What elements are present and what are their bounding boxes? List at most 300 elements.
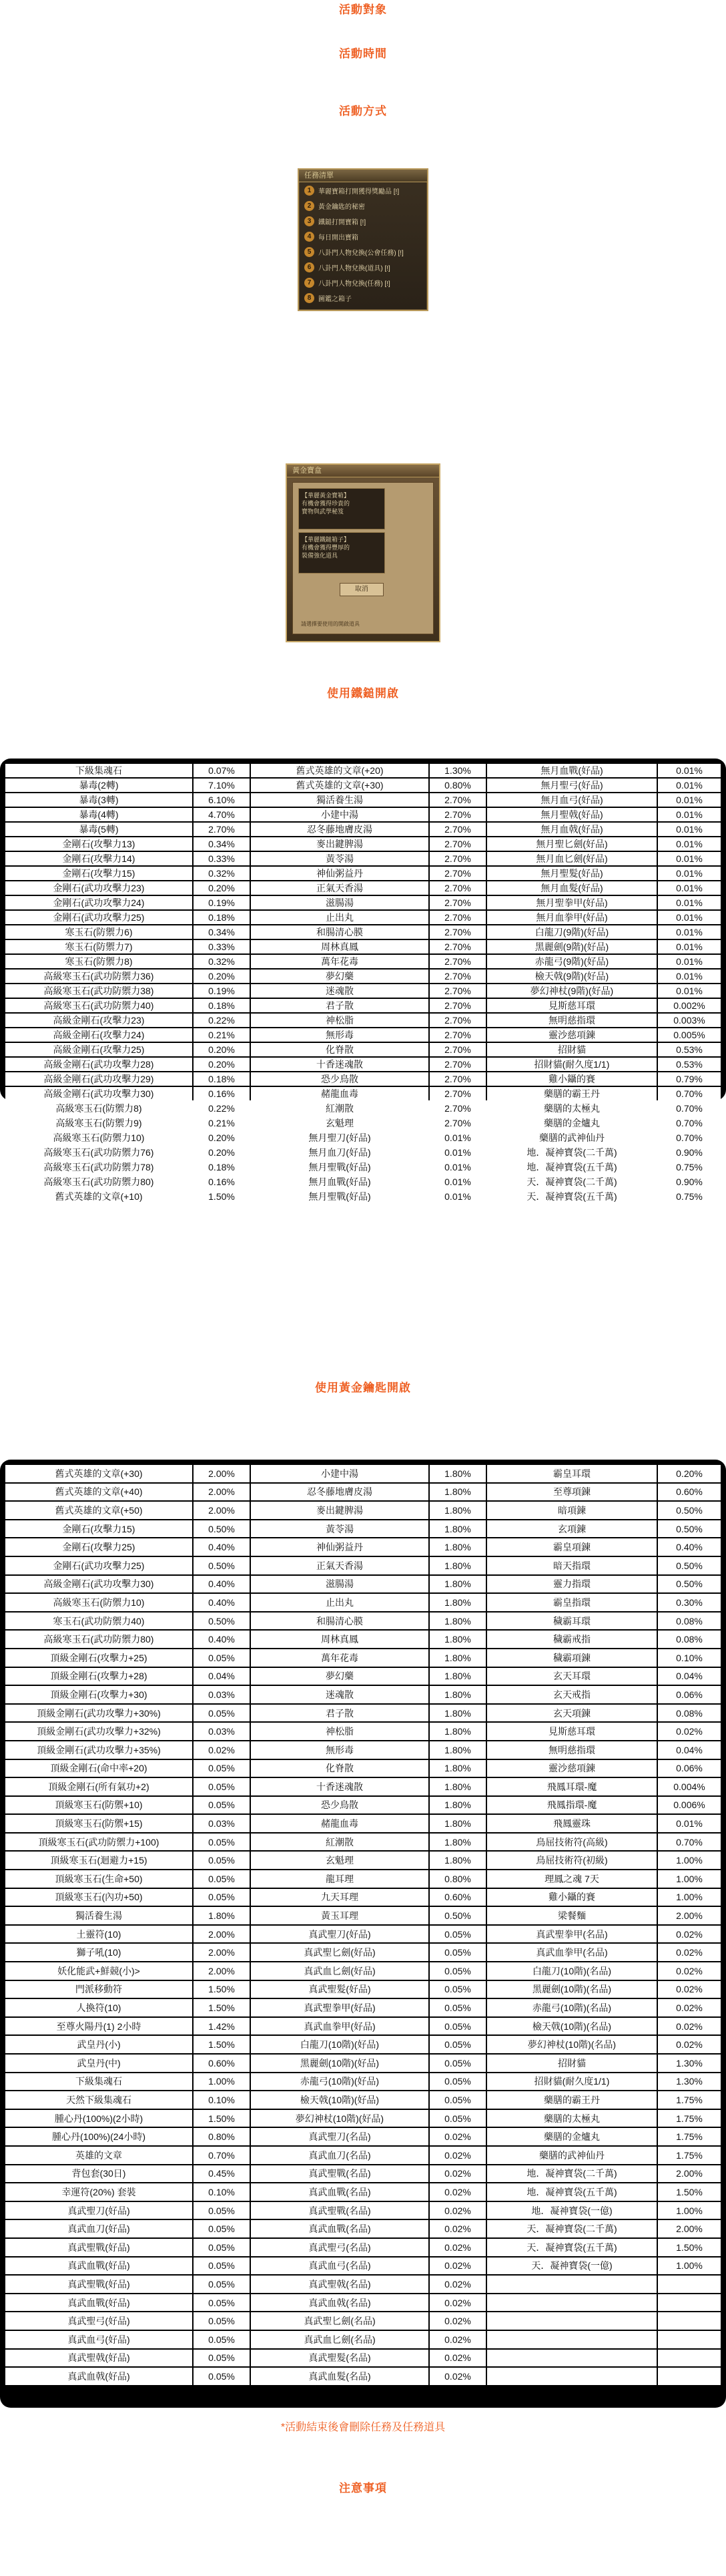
cancel-button[interactable]: 取消: [340, 583, 384, 596]
item-name-cell: 麥出鍵脾湯: [251, 1502, 428, 1519]
table-row: [5, 1014, 721, 1027]
item-name-cell: 藥膳的太極丸: [487, 1102, 657, 1115]
drop-rate-cell: 0.70%: [658, 1087, 721, 1100]
table-row: [5, 1686, 721, 1703]
drop-rate-cell: 0.02%: [430, 2294, 486, 2312]
drop-rate-cell: 0.02%: [658, 1926, 721, 1943]
item-name-cell: 妖化能武+鮮競(小)>: [5, 1962, 192, 1980]
drop-rate-cell: 0.05%: [430, 1962, 486, 1980]
item-name-cell: 霸皇項鍊: [487, 1538, 657, 1556]
table-row: [5, 2091, 721, 2109]
drop-rate-cell: 0.40%: [194, 1631, 250, 1648]
item-name-cell: 暗天指環: [487, 1557, 657, 1574]
drop-rate-cell: 0.40%: [194, 1538, 250, 1556]
table-row: [5, 779, 721, 792]
table-row: [5, 1116, 721, 1130]
drop-rate-cell: 1.80%: [430, 1741, 486, 1759]
item-name-cell: 高級寒玉石(武功防禦力76): [5, 1146, 192, 1159]
quest-item-label: 鐵鎚打開寶箱 [!]: [318, 219, 366, 226]
item-name-cell: 下級集魂石: [5, 764, 192, 777]
drop-rate-cell: [658, 2350, 721, 2367]
table-row: [5, 2312, 721, 2330]
drop-rate-cell: 0.01%: [658, 852, 721, 865]
heading-target: 活動對象: [339, 3, 387, 16]
drop-rate-cell: 0.05%: [194, 2312, 250, 2330]
drop-rate-cell: 0.02%: [194, 1741, 250, 1759]
footnote: *活動結束後會刪除任務及任務道具: [280, 2422, 446, 2433]
item-name-cell: 飛鳳耳環-魔: [487, 1778, 657, 1795]
drop-rate-cell: 0.02%: [658, 2036, 721, 2053]
item-name-cell: 頂級金剛石(武功攻擊力+35%): [5, 1741, 192, 1759]
quest-item[interactable]: [304, 276, 422, 290]
table-row: [5, 1465, 721, 1482]
item-name-cell: 靈沙慈項鍊: [487, 1760, 657, 1777]
item-name-cell: 英雄的文章: [5, 2147, 192, 2164]
item-name-cell: 滋腸湯: [251, 1576, 428, 1593]
item-name-cell: 真武聖髮(名品): [251, 2350, 428, 2367]
drop-rate-cell: 0.01%: [430, 1190, 486, 1203]
item-name-cell: 武皇丹(小): [5, 2036, 192, 2053]
item-name-cell: 舊式英雄的文章(+40): [5, 1484, 192, 1501]
item-name-cell: 金剛石(武功攻擊力24): [5, 896, 192, 909]
table-row: [5, 1131, 721, 1144]
drop-rate-cell: 1.00%: [658, 2202, 721, 2219]
item-name-cell: 頂級寒玉石(生命+50): [5, 1870, 192, 1888]
item-name-cell: 高級寒玉石(防禦力10): [5, 1131, 192, 1144]
dialog-title: 黃金寶盒: [287, 465, 439, 477]
item-name-cell: 地．凝神寶袋(二千萬): [487, 1146, 657, 1159]
drop-rate-cell: 2.00%: [194, 1962, 250, 1980]
item-name-cell: 黑麗劍(10階)(名品): [487, 1981, 657, 1998]
drop-rate-cell: 0.20%: [194, 881, 250, 895]
drop-rate-cell: 2.00%: [194, 1926, 250, 1943]
item-name-cell: [487, 2331, 657, 2348]
item-name-cell: 迷魂散: [251, 984, 428, 998]
drop-rate-cell: 0.05%: [194, 2220, 250, 2237]
item-name-cell: 見斯慈耳環: [487, 999, 657, 1012]
drop-rate-cell: 1.80%: [430, 1815, 486, 1832]
item-name-cell: 小建中湯: [251, 1465, 428, 1482]
drop-rate-cell: 1.80%: [430, 1576, 486, 1593]
drop-rate-cell: 0.18%: [194, 999, 250, 1012]
drop-rate-cell: 0.05%: [194, 2331, 250, 2348]
drop-rate-cell: 0.005%: [658, 1028, 721, 1042]
item-name-cell: 靈沙慈項鍊: [487, 1028, 657, 1042]
table-row: [5, 1999, 721, 2016]
item-name-cell: 和腸清心膜: [251, 1613, 428, 1630]
item-name-cell: 玄天項鍊: [487, 1705, 657, 1722]
drop-rate-cell: 0.02%: [658, 1999, 721, 2016]
item-name-cell: 霸皇指環: [487, 1594, 657, 1611]
drop-rate-cell: 1.00%: [658, 1870, 721, 1888]
table-row: [5, 1852, 721, 1869]
drop-rate-cell: 1.75%: [658, 2091, 721, 2109]
drop-rate-cell: 0.05%: [430, 1999, 486, 2016]
item-name-cell: 天．凝神寶袋(五千萬): [487, 2239, 657, 2256]
item-name-cell: [487, 2276, 657, 2293]
item-name-cell: 頂級寒玉石(防禦+15): [5, 1815, 192, 1832]
drop-rate-cell: 0.05%: [194, 1870, 250, 1888]
drop-rate-cell: 1.80%: [430, 1649, 486, 1667]
item-name-cell: 地．凝神寶袋(五千萬): [487, 2183, 657, 2201]
item-name-cell: 夢幻藥: [251, 970, 428, 983]
drop-rate-cell: 1.75%: [658, 2110, 721, 2127]
item-name-cell: 背包套(30日): [5, 2165, 192, 2183]
item-name-cell: 地．凝神寶袋(一億): [487, 2202, 657, 2219]
quest-item[interactable]: [304, 245, 422, 259]
item-name-cell: 高級金剛石(武功攻擊力29): [5, 1072, 192, 1086]
drop-rate-cell: 2.70%: [430, 955, 486, 968]
item-name-cell: 無月聖戰(好品): [251, 1190, 428, 1203]
drop-rate-cell: 0.60%: [658, 1484, 721, 1501]
table-row: [5, 2165, 721, 2183]
item-name-cell: 和腸清心膜: [251, 925, 428, 939]
item-name-cell: 招財貓(耐久度1/1): [487, 1058, 657, 1071]
item-name-cell: 藥膳的太極丸: [487, 2110, 657, 2127]
quest-item[interactable]: [304, 230, 422, 244]
drop-rate-cell: 0.01%: [430, 1160, 486, 1174]
item-name-cell: 滋腸湯: [251, 896, 428, 909]
item-name-cell: 萬年花毒: [251, 1649, 428, 1667]
drop-rate-cell: 0.02%: [658, 2018, 721, 2035]
item-name-cell: 無月血髮(好品): [487, 881, 657, 895]
item-name-cell: 無形毒: [251, 1741, 428, 1759]
item-name-cell: 真武聖戰(名品): [251, 2202, 428, 2219]
drop-rate-cell: 0.04%: [658, 1741, 721, 1759]
item-name-cell: 寒玉石(武功防禦力40): [5, 1613, 192, 1630]
drop-rate-cell: 0.05%: [194, 1705, 250, 1722]
drop-rate-cell: 0.01%: [658, 837, 721, 851]
quest-item[interactable]: [304, 184, 422, 198]
drop-rate-cell: 2.70%: [430, 1014, 486, 1027]
item-name-cell: 鳥屈技術符(初級): [487, 1852, 657, 1869]
table-row: [5, 793, 721, 807]
drop-rate-cell: 0.002%: [658, 999, 721, 1012]
table-row: [5, 823, 721, 836]
drop-rate-cell: 2.70%: [430, 808, 486, 821]
drop-rate-cell: 0.80%: [430, 779, 486, 792]
item-name-cell: 無月聖刀(好品): [251, 1131, 428, 1144]
dialog-option-gold[interactable]: [298, 488, 385, 529]
table-row: [5, 1146, 721, 1159]
drop-rate-cell: 0.05%: [194, 1852, 250, 1869]
item-name-cell: 暴毒(5轉): [5, 823, 192, 836]
quest-badge-icon: 3: [304, 216, 314, 226]
item-name-cell: 天．凝神寶袋(二千萬): [487, 1175, 657, 1189]
drop-rate-cell: 0.20%: [194, 1043, 250, 1056]
drop-rate-cell: 1.30%: [658, 2055, 721, 2072]
item-name-cell: 黃苓湯: [251, 1520, 428, 1538]
drop-rate-cell: 0.01%: [658, 970, 721, 983]
item-name-cell: 金剛石(攻擊力13): [5, 837, 192, 851]
item-name-cell: 金剛石(攻擊力25): [5, 1538, 192, 1556]
drop-rate-cell: 1.42%: [194, 2018, 250, 2035]
table-row: [5, 1705, 721, 1722]
item-name-cell: 萬年花毒: [251, 955, 428, 968]
item-name-cell: 麥出鍵脾湯: [251, 837, 428, 851]
drop-rate-cell: 0.34%: [194, 925, 250, 939]
quest-item-label: 八卦門人物兌換(公會任務) [!]: [318, 250, 404, 257]
table-row: [5, 881, 721, 895]
item-name-cell: 無月血弓(好品): [487, 793, 657, 807]
table-row: [5, 2368, 721, 2385]
table-row: [5, 1028, 721, 1042]
table-row: [5, 2202, 721, 2219]
drop-rate-cell: [658, 2312, 721, 2330]
item-name-cell: 高級寒玉石(武功防禦力80): [5, 1175, 192, 1189]
drop-rate-cell: 1.80%: [430, 1484, 486, 1501]
drop-rate-cell: 0.30%: [658, 1594, 721, 1611]
drop-rate-cell: 1.80%: [430, 1465, 486, 1482]
item-name-cell: 幸運符(20%) 套裝: [5, 2183, 192, 2201]
table-row: [5, 1741, 721, 1759]
item-name-cell: 天．凝神寶袋(一億): [487, 2258, 657, 2275]
drop-rate-cell: 1.80%: [430, 1852, 486, 1869]
drop-rate-cell: 7.10%: [194, 779, 250, 792]
item-name-cell: 真武血戰(好品): [5, 2294, 192, 2312]
item-name-cell: 藥膳的霸王丹: [487, 2091, 657, 2109]
drop-rate-cell: 0.32%: [194, 867, 250, 880]
heading-iron-key: 使用鐵鎚開啟: [327, 687, 399, 700]
table-row: [5, 1576, 721, 1593]
item-name-cell: 真武血髮(名品): [251, 2368, 428, 2385]
item-name-cell: 地．凝神寶袋(五千萬): [487, 1160, 657, 1174]
drop-rate-cell: 0.03%: [194, 1815, 250, 1832]
item-name-cell: 神仙粥益丹: [251, 867, 428, 880]
item-name-cell: 舊式英雄的文章(+30): [5, 1465, 192, 1482]
drop-rate-cell: 0.70%: [658, 1834, 721, 1851]
item-name-cell: 鳥屈技術符(高級): [487, 1834, 657, 1851]
drop-rate-cell: 2.70%: [430, 940, 486, 953]
drop-rate-cell: 1.50%: [658, 2183, 721, 2201]
item-name-cell: 周林真鳳: [251, 1631, 428, 1648]
quest-item[interactable]: [304, 260, 422, 274]
drop-rate-cell: 0.22%: [194, 1014, 250, 1027]
drop-rate-cell: 0.22%: [194, 1102, 250, 1115]
drop-rate-cell: 0.01%: [658, 925, 721, 939]
quest-item-label: 圖鑑之箱子: [318, 296, 352, 303]
drop-rate-cell: 0.05%: [194, 2276, 250, 2293]
drop-rate-cell: 1.80%: [430, 1705, 486, 1722]
table-row: [5, 2055, 721, 2072]
drop-rate-cell: 0.04%: [194, 1668, 250, 1685]
drop-rate-cell: 0.21%: [194, 1116, 250, 1130]
quest-item-label: 黃金鑰匙的秘密: [318, 204, 365, 211]
drop-rate-cell: [658, 2368, 721, 2385]
item-name-cell: 金剛石(武功攻擊力23): [5, 881, 192, 895]
drop-rate-cell: 0.53%: [658, 1058, 721, 1071]
drop-rate-cell: 2.70%: [430, 984, 486, 998]
drop-rate-cell: 0.01%: [658, 808, 721, 821]
item-name-cell: [487, 2312, 657, 2330]
heading-time: 活動時間: [339, 47, 387, 60]
drop-rate-cell: 2.70%: [430, 896, 486, 909]
drop-rate-cell: 0.20%: [194, 970, 250, 983]
item-name-cell: 高級金剛石(武功攻擊力30): [5, 1576, 192, 1593]
drop-rate-cell: 0.05%: [194, 2202, 250, 2219]
drop-rate-cell: 0.01%: [430, 1131, 486, 1144]
item-name-cell: 無月聖戰(好品): [251, 1160, 428, 1174]
drop-rate-cell: 0.05%: [194, 2258, 250, 2275]
drop-rate-cell: 0.10%: [194, 2183, 250, 2201]
item-name-cell: 腫心丹(100%)(2小時): [5, 2110, 192, 2127]
item-name-cell: 黃苓湯: [251, 852, 428, 865]
drop-rate-cell: 0.05%: [194, 1649, 250, 1667]
quest-item[interactable]: [304, 214, 422, 228]
table-row: [5, 1594, 721, 1611]
item-name-cell: 君子散: [251, 1705, 428, 1722]
table-row: [5, 1520, 721, 1538]
drop-rate-cell: 0.32%: [194, 955, 250, 968]
drop-rate-cell: 0.02%: [658, 1962, 721, 1980]
table-row: [5, 2073, 721, 2091]
table-row: [5, 2331, 721, 2348]
item-name-cell: 真武血刀(名品): [251, 2147, 428, 2164]
item-name-cell: 九天耳理: [251, 1889, 428, 1906]
drop-rate-cell: 1.80%: [430, 1594, 486, 1611]
quest-item-label: 華麗寶箱打開獲得獎勵品 [!]: [318, 188, 400, 196]
drop-rate-cell: 2.00%: [194, 1465, 250, 1482]
drop-rate-cell: 0.02%: [430, 2202, 486, 2219]
drop-rate-cell: 1.50%: [194, 1190, 250, 1203]
drop-rate-cell: 0.004%: [658, 1778, 721, 1795]
item-name-cell: 檢天戟(9階)(好品): [487, 970, 657, 983]
drop-rate-cell: 1.80%: [430, 1760, 486, 1777]
table-row: [5, 1797, 721, 1814]
drop-rate-cell: 0.01%: [658, 793, 721, 807]
item-name-cell: 夢幻神杖(10階)(名品): [487, 2036, 657, 2053]
drop-rate-cell: 0.79%: [658, 1072, 721, 1086]
drop-rate-cell: 0.19%: [194, 896, 250, 909]
item-name-cell: 頂級金剛石(武功攻擊力+32%): [5, 1723, 192, 1740]
item-name-cell: 暴毒(2轉): [5, 779, 192, 792]
table-row: [5, 808, 721, 821]
item-name-cell: 武皇丹(中): [5, 2055, 192, 2072]
drop-rate-cell: 0.05%: [194, 2239, 250, 2256]
table-row: [5, 970, 721, 983]
item-name-cell: 真武血戟(好品): [5, 2368, 192, 2385]
item-name-cell: 梁餐麵: [487, 1907, 657, 1924]
drop-rate-cell: 0.05%: [430, 2055, 486, 2072]
item-name-cell: 正氣天香湯: [251, 881, 428, 895]
drop-rate-cell: 0.45%: [194, 2165, 250, 2183]
drop-rate-cell: [658, 2294, 721, 2312]
drop-rate-cell: 0.50%: [658, 1520, 721, 1538]
heading-notes: 注意事項: [339, 2482, 387, 2495]
drop-rate-cell: 0.05%: [430, 1926, 486, 1943]
item-name-cell: 十香迷魂散: [251, 1778, 428, 1795]
drop-rate-cell: 0.70%: [658, 1116, 721, 1130]
drop-rate-cell: 1.75%: [658, 2147, 721, 2164]
item-name-cell: 獨活養生湯: [251, 793, 428, 807]
table-row: [5, 1175, 721, 1189]
drop-rate-cell: 2.00%: [658, 1907, 721, 1924]
item-name-cell: 忍冬藤地膚皮湯: [251, 1484, 428, 1501]
drop-rate-cell: 0.33%: [194, 852, 250, 865]
item-name-cell: 無月聖弓(好品): [487, 779, 657, 792]
drop-rate-cell: [658, 2276, 721, 2293]
drop-rate-cell: 0.50%: [658, 1502, 721, 1519]
drop-rate-cell: 0.21%: [194, 1028, 250, 1042]
drop-rate-cell: 0.80%: [194, 2128, 250, 2145]
item-name-cell: 獨活養生湯: [5, 1907, 192, 1924]
table-row: [5, 1834, 721, 1851]
table-row: [5, 1058, 721, 1071]
drop-rate-cell: 4.70%: [194, 808, 250, 821]
table-row: [5, 837, 721, 851]
item-name-cell: 迷魂散: [251, 1686, 428, 1703]
drop-rate-cell: 0.20%: [658, 1465, 721, 1482]
drop-rate-cell: 0.05%: [194, 1889, 250, 1906]
item-name-cell: 真武聖匕劍(好品): [251, 1944, 428, 1961]
item-name-cell: 高級寒玉石(武功防禦力38): [5, 984, 192, 998]
item-name-cell: 真武血弓(名品): [251, 2258, 428, 2275]
table-row: [5, 2258, 721, 2275]
drop-rate-cell: 2.70%: [430, 793, 486, 807]
item-name-cell: 舊式英雄的文章(+50): [5, 1502, 192, 1519]
quest-badge-icon: 1: [304, 186, 314, 196]
table-row: [5, 1160, 721, 1174]
drop-rate-cell: 0.05%: [430, 2091, 486, 2109]
drop-rate-cell: 1.50%: [194, 1999, 250, 2016]
drop-rate-cell: 0.50%: [194, 1557, 250, 1574]
table-row: [5, 896, 721, 909]
drop-rate-cell: 0.05%: [194, 1760, 250, 1777]
drop-rate-cell: 0.08%: [658, 1705, 721, 1722]
drop-rate-cell: 0.60%: [194, 2055, 250, 2072]
open-dialog-window: [286, 463, 440, 642]
drop-rate-cell: 0.16%: [194, 1087, 250, 1100]
gold-drop-table-container: [0, 1460, 726, 2408]
item-name-cell: 人換符(10): [5, 1999, 192, 2016]
item-name-cell: 霸皇耳環: [487, 1465, 657, 1482]
drop-rate-cell: 0.50%: [194, 1613, 250, 1630]
item-name-cell: 檢天戟(10階)(名品): [487, 2018, 657, 2035]
item-name-cell: 高級金剛石(攻擊力23): [5, 1014, 192, 1027]
item-name-cell: 真武聖弓(好品): [5, 2312, 192, 2330]
drop-rate-cell: 0.05%: [430, 1981, 486, 1998]
drop-rate-cell: 2.00%: [194, 1502, 250, 1519]
item-name-cell: 金剛石(武功攻擊力25): [5, 1557, 192, 1574]
drop-rate-cell: 0.40%: [658, 1538, 721, 1556]
item-name-cell: 十香迷魂散: [251, 1058, 428, 1071]
dialog-option-gold-text: 【華麗黃金寶箱】 有機會獲得珍貴的 寶物與武學秘笈: [302, 492, 350, 515]
item-name-cell: 真武聖刀(好品): [5, 2202, 192, 2219]
item-name-cell: 頂級寒玉石(迴避力+15): [5, 1852, 192, 1869]
drop-rate-cell: 0.70%: [194, 2147, 250, 2164]
item-name-cell: 龍耳理: [251, 1870, 428, 1888]
quest-item[interactable]: [304, 291, 422, 305]
table-row: [5, 1072, 721, 1086]
drop-rate-cell: 0.006%: [658, 1797, 721, 1814]
drop-rate-cell: 2.00%: [658, 2165, 721, 2183]
table-row: [5, 911, 721, 924]
item-name-cell: 飛鳳靈珠: [487, 1815, 657, 1832]
drop-rate-cell: 0.02%: [430, 2276, 486, 2293]
item-name-cell: 天．凝神寶袋(二千萬): [487, 2220, 657, 2237]
table-row: [5, 1484, 721, 1501]
drop-rate-cell: 2.70%: [430, 1102, 486, 1115]
item-name-cell: 招財貓: [487, 1043, 657, 1056]
quest-item[interactable]: [304, 199, 422, 213]
quest-badge-icon: 7: [304, 278, 314, 288]
drop-rate-cell: 0.60%: [430, 1889, 486, 1906]
item-name-cell: 真武血戟(名品): [251, 2294, 428, 2312]
quest-item-label: 每日開出寶箱: [318, 234, 358, 242]
item-name-cell: 白龍刀(10階)(名品): [487, 1962, 657, 1980]
dialog-option-iron[interactable]: [298, 532, 385, 574]
dialog-footer: 請選擇要使用的開啟道具: [301, 621, 360, 627]
